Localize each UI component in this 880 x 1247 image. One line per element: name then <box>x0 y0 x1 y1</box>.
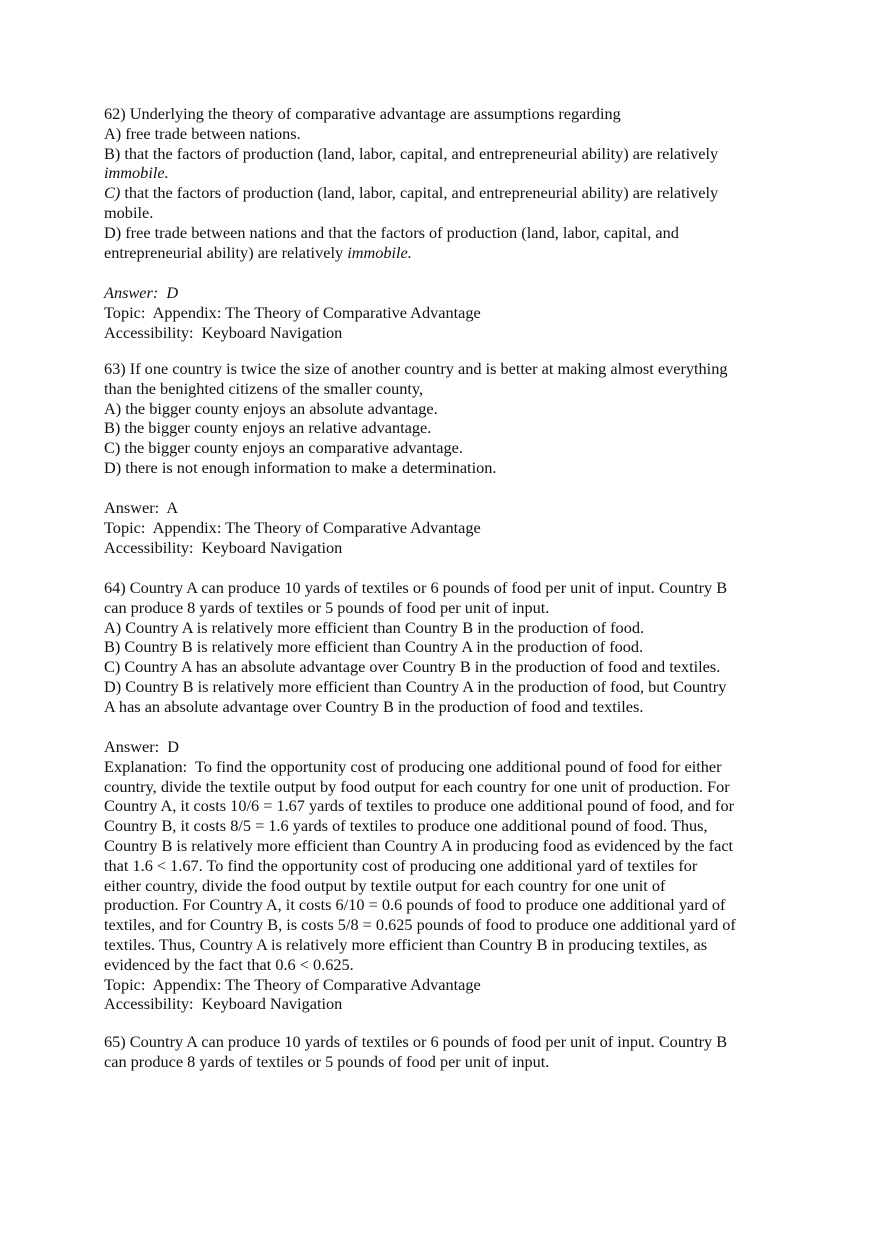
explanation-line: Country A, it costs 10/6 = 1.67 yards of textiles to produce one additional pound of food, and for <box>104 796 735 816</box>
answer: Answer: A <box>104 498 179 517</box>
question-65 <box>104 1032 784 1072</box>
explanation-line: that 1.6 < 1.67. To find the opportunity cost of producing one additional yard of textiles for <box>104 855 698 875</box>
accessibility: Accessibility: Keyboard Navigation <box>104 994 343 1014</box>
option-d: D) there is not enough information to make a determination. <box>104 457 497 477</box>
accessibility: Accessibility: Keyboard Navigation <box>104 537 343 557</box>
option-c: C) the bigger county enjoys an comparative advantage. <box>104 438 463 458</box>
option-d-continued: A has an absolute advantage over Country B in the production of food and textiles. <box>104 696 644 716</box>
question-63 <box>104 359 784 478</box>
option-b: B) that the factors of production (land, labor, capital, and entrepreneurial ability) are relatively <box>104 143 719 163</box>
explanation-line: textiles. Thus, Country A is relatively more efficient than Country B in producing textiles, as <box>104 934 708 954</box>
explanation-line: either country, divide the food output by textile output for each country for one unit of <box>104 875 666 895</box>
option-c-continued: mobile. <box>104 202 154 222</box>
question-63-meta <box>104 498 784 557</box>
option-d: D) free trade between nations and that the factors of production (land, labor, capital, and <box>104 222 679 242</box>
option-d: D) Country B is relatively more efficient than Country A in the production of food, but Country <box>104 676 727 696</box>
option-c: C) that the factors of production (land, labor, capital, and entrepreneurial ability) are relatively <box>104 183 719 203</box>
explanation-line: Country B, it costs 8/5 = 1.6 yards of textiles to produce one additional pound of food. Thus, <box>104 816 708 836</box>
option-a: A) the bigger county enjoys an absolute advantage. <box>104 398 438 418</box>
question-stem: 63) If one country is twice the size of another country and is better at making almost everything <box>104 359 728 378</box>
explanation-line: Country B is relatively more efficient than Country A in producing food as evidenced by the fact <box>104 835 734 855</box>
option-b: B) the bigger county enjoys an relative advantage. <box>104 418 432 438</box>
option-b-continued: immobile. <box>104 163 169 183</box>
topic: Topic: Appendix: The Theory of Comparative Advantage <box>104 517 481 537</box>
question-stem: 62) Underlying the theory of comparative advantage are assumptions regarding <box>104 104 621 123</box>
question-64-meta <box>104 737 784 1014</box>
option-c: C) Country A has an absolute advantage over Country B in the production of food and textiles. <box>104 657 721 677</box>
topic: Topic: Appendix: The Theory of Comparative Advantage <box>104 302 481 322</box>
option-b: B) Country B is relatively more efficient than Country A in the production of food. <box>104 637 644 657</box>
explanation-line: textiles, and for Country B, is costs 5/8 = 0.625 pounds of food to produce one additional yard of <box>104 915 736 935</box>
accessibility: Accessibility: Keyboard Navigation <box>104 322 343 342</box>
question-stem-continued: than the benighted citizens of the smaller county, <box>104 378 424 398</box>
question-stem-continued: can produce 8 yards of textiles or 5 pounds of food per unit of input. <box>104 1051 550 1071</box>
question-stem: 65) Country A can produce 10 yards of textiles or 6 pounds of food per unit of input. Country B <box>104 1032 728 1051</box>
answer: Answer: D <box>104 283 179 302</box>
question-62 <box>104 104 784 262</box>
question-62-meta <box>104 283 784 342</box>
question-64 <box>104 578 784 717</box>
question-stem-continued: can produce 8 yards of textiles or 5 pounds of food per unit of input. <box>104 597 550 617</box>
explanation-line: evidenced by the fact that 0.6 < 0.625. <box>104 954 354 974</box>
explanation-line: production. For Country A, it costs 6/10 = 0.6 pounds of food to produce one additional yard of <box>104 895 726 915</box>
option-a: A) Country A is relatively more efficient than Country B in the production of food. <box>104 617 645 637</box>
question-stem: 64) Country A can produce 10 yards of textiles or 6 pounds of food per unit of input. Country B <box>104 578 728 597</box>
option-d-continued: entrepreneurial ability) are relatively immobile. <box>104 242 412 262</box>
explanation-line: Explanation: To find the opportunity cost of producing one additional pound of food for either <box>104 756 722 776</box>
explanation-line: country, divide the textile output by food output for each country for one unit of production. For <box>104 776 730 796</box>
answer: Answer: D <box>104 737 180 756</box>
option-a: A) free trade between nations. <box>104 123 301 143</box>
topic: Topic: Appendix: The Theory of Comparative Advantage <box>104 974 481 994</box>
